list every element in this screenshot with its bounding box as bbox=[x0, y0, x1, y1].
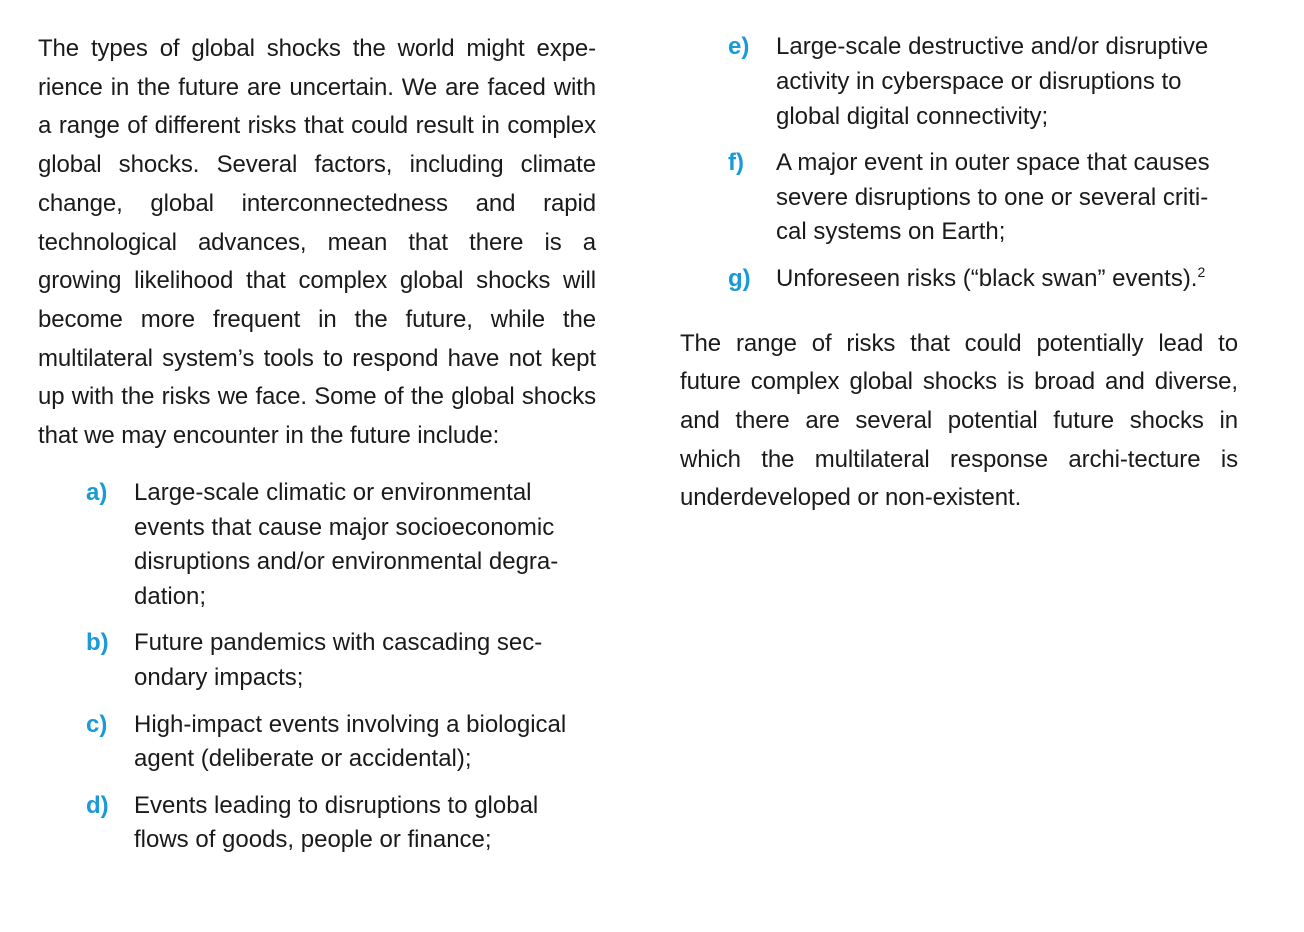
right-column bbox=[680, 30, 1238, 518]
list-item bbox=[728, 262, 1238, 297]
list-marker: f) bbox=[728, 148, 744, 176]
list-marker: c) bbox=[86, 710, 108, 738]
left-column bbox=[38, 30, 596, 870]
list-marker: a) bbox=[86, 478, 108, 506]
shock-list-left bbox=[86, 476, 596, 858]
list-item bbox=[86, 626, 596, 696]
list-marker: e) bbox=[728, 33, 750, 60]
list-item-text: Events leading to disruptions to global flows of goods, people or finance; bbox=[134, 791, 539, 854]
list-item-text: Future pandemics with cascading sec-ondary impacts; bbox=[134, 629, 543, 692]
intro-paragraph: The types of global shocks the world might expe-rience in the future are uncertain. We are faced with a range of different risks that could result in complex global shocks. Several factors, including climate change, global interconnectedness and rapid technological advances, mean that there is a growing likelihood that complex global shocks will become more frequent in the future, while the multilateral system’s tools to respond have not kept up with the risks we face. Some of the global shocks that we may encounter in the future include: bbox=[38, 35, 596, 450]
list-item-text: High-impact events involving a biological agent (deliberate or accidental); bbox=[134, 710, 567, 773]
list-item bbox=[86, 708, 596, 778]
list-marker: g) bbox=[728, 264, 751, 292]
list-marker: b) bbox=[86, 629, 109, 657]
closing-paragraph: The range of risks that could potentially lead to future complex global shocks is broad and diverse, and there are several potential future shocks in which the multilateral response archi-tecture is underdeveloped or non-existent. bbox=[680, 329, 1238, 512]
list-item bbox=[86, 476, 596, 615]
shock-list-right bbox=[728, 30, 1238, 297]
list-item-text: Large-scale destructive and/or disruptive activity in cyberspace or disruptions to global digital connectivity; bbox=[776, 33, 1209, 130]
footnote-reference[interactable]: 2 bbox=[1197, 263, 1206, 280]
list-marker: d) bbox=[86, 791, 109, 819]
list-item-text bbox=[776, 262, 1238, 297]
list-item-text: A major event in outer space that causes severe disruptions to one or several criti-cal systems on Earth; bbox=[776, 148, 1210, 246]
list-item bbox=[86, 789, 596, 859]
list-item-text: Large-scale climatic or environmental events that cause major socioeconomic disruptions and/or environmental degra-dation; bbox=[134, 478, 559, 611]
list-item bbox=[728, 146, 1238, 250]
list-item bbox=[728, 30, 1238, 134]
list-item-body: Unforeseen risks (“black swan” events). bbox=[776, 264, 1198, 292]
